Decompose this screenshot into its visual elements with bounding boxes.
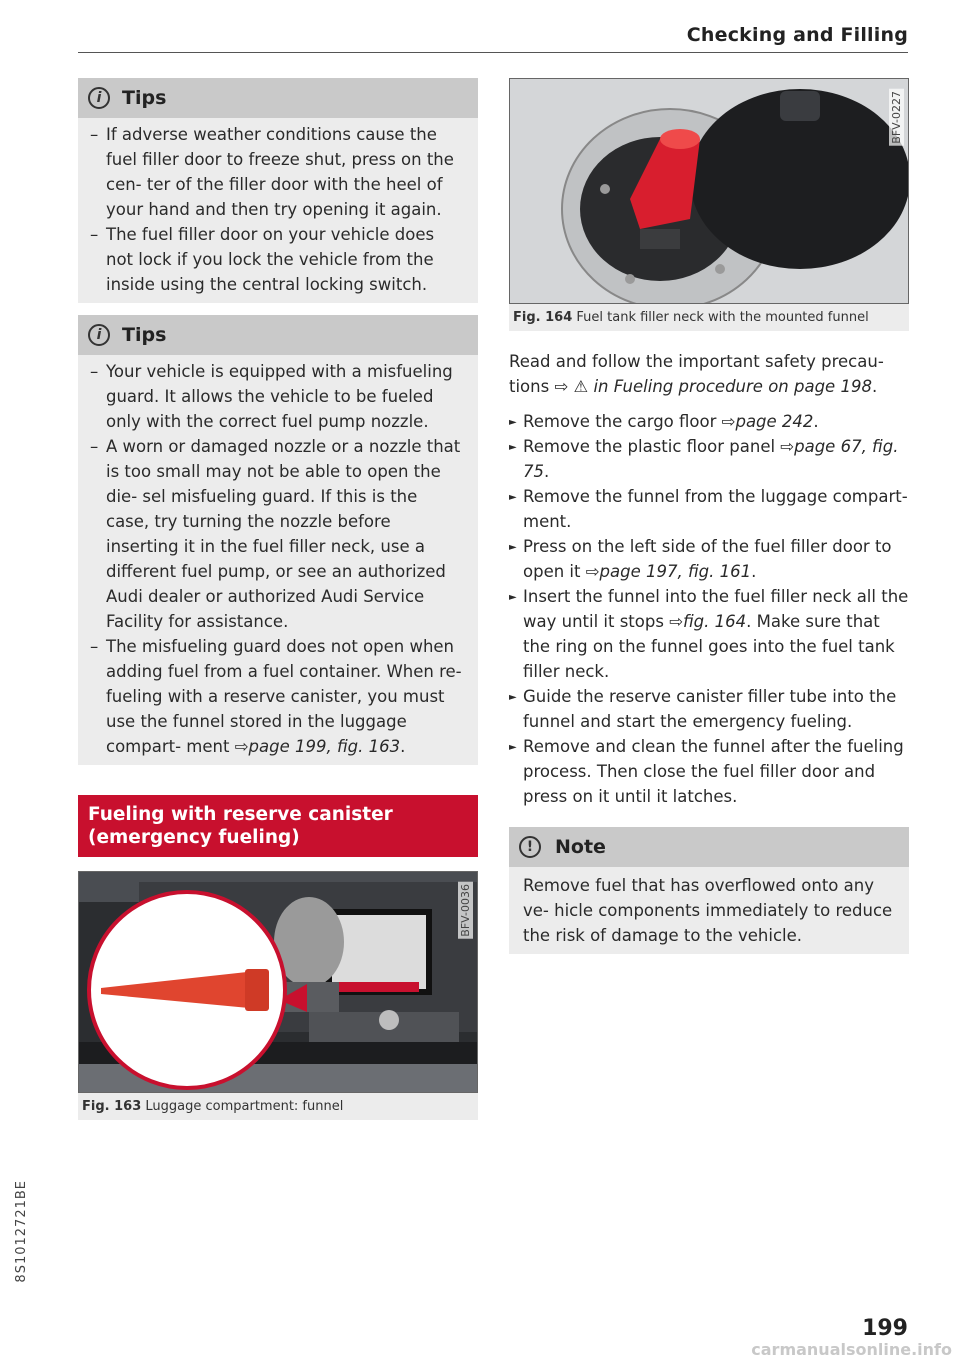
page-number: 199 (862, 1316, 908, 1341)
luggage-compartment-illustration (79, 872, 477, 1092)
figure-164-caption (509, 304, 909, 331)
figure-163-code: BFV-0036 (459, 884, 472, 937)
figure-163-caption-text: Luggage compartment: funnel (145, 1099, 344, 1114)
step-1-ref[interactable]: ⇨page 242 (721, 412, 814, 431)
step-1-end: . (813, 412, 819, 431)
step-5-end: . Make sure that the ring on the funnel goes into the fuel tank filler neck. (523, 612, 895, 681)
warning-ref-link[interactable]: ⇨ ⚠ in Fueling procedure on page 198 (554, 377, 872, 396)
tips1-item-1: – If adverse weather conditions cause the fuel filler door to freeze shut, press on the cen- ter of the filler door with the heel of your hand and then try opening it again. (90, 122, 464, 222)
figure-164-image (509, 78, 909, 304)
tips-label-2: Tips (122, 324, 167, 346)
figure-163-number: Fig. 163 (82, 1099, 142, 1114)
tips2-item-2: – A worn or damaged nozzle or a nozzle that is too small may not be able to open the die- sel misfueling guard. If this is the case, try turning the nozzle before inserting it in the fuel filler neck, use a different fuel pump, or see an authorized Audi dealer or authorized Audi Service Facility for assistance. (90, 434, 464, 634)
tips-body-1 (78, 118, 478, 303)
intro-text: Read and follow the important safety precau- tions (509, 352, 884, 396)
step-1 (509, 409, 909, 434)
left-column (78, 78, 478, 1120)
exclamation-icon: ! (519, 836, 541, 858)
right-column (509, 78, 909, 954)
tips2-item-3-text: The misfueling guard does not open when adding fuel from a fuel container. When re- fueling with a reserve canister, you must use the funnel stored in the luggage compart- ment (106, 637, 462, 756)
figure-164-number: Fig. 164 (513, 310, 573, 325)
page-ref-link[interactable]: ⇨page 199, fig. 163 (234, 737, 401, 756)
steps-list (509, 409, 909, 809)
step-2-end: . (544, 462, 550, 481)
tips1-item-2: – The fuel filler door on your vehicle does not lock if you lock the vehicle from the inside using the central locking switch. (90, 222, 464, 297)
step-4-end: . (751, 562, 757, 581)
step-7 (509, 734, 909, 809)
section-heading: Fueling with reserve canister (emergency fueling) (78, 795, 478, 857)
step-3-text: Remove the funnel from the luggage compart- ment. (523, 487, 908, 531)
step-5 (509, 584, 909, 684)
tips-header-1 (78, 78, 478, 118)
figure-164 (509, 78, 909, 331)
step-4 (509, 534, 909, 584)
fuel-filler-illustration (510, 79, 908, 303)
tips-header-2 (78, 315, 478, 355)
watermark: carmanualsonline.info (751, 1340, 952, 1359)
tips2-item-3 (90, 634, 464, 759)
figure-163 (78, 871, 478, 1120)
tips2-item-3-end: . (400, 737, 406, 756)
step-6-text: Guide the reserve canister filler tube into the funnel and start the emergency fueling. (523, 687, 897, 731)
step-2 (509, 434, 909, 484)
info-icon: i (88, 324, 110, 346)
tips-box-2 (78, 315, 478, 765)
step-2-text: Remove the plastic floor panel (523, 437, 781, 456)
tips2-item-1: – Your vehicle is equipped with a misfueling guard. It allows the vehicle to be fueled only with the correct fuel pump nozzle. (90, 359, 464, 434)
figure-164-caption-text: Fuel tank filler neck with the mounted funnel (576, 310, 869, 325)
step-7-text: Remove and clean the funnel after the fueling process. Then close the fuel filler door and press on it until it latches. (523, 737, 904, 806)
tips-label-1: Tips (122, 87, 167, 109)
intro-end: . (871, 377, 878, 396)
step-4-text: Press on the left side of the fuel filler door to open it (523, 537, 892, 581)
tips-body-2 (78, 355, 478, 765)
intro-paragraph (509, 349, 909, 399)
step-3 (509, 484, 909, 534)
page-header-title: Checking and Filling (686, 24, 908, 46)
note-header (509, 827, 909, 867)
step-1-text: Remove the cargo floor (523, 412, 722, 431)
figure-163-caption (78, 1093, 478, 1120)
step-5-ref[interactable]: ⇨fig. 164 (669, 612, 747, 631)
document-code: 8S1012721BE (14, 1180, 29, 1283)
step-6 (509, 684, 909, 734)
note-label: Note (555, 836, 606, 858)
header-rule (78, 52, 908, 53)
step-2-ref[interactable]: ⇨page 67, fig. 75 (523, 437, 899, 481)
figure-164-code: BFV-0227 (890, 91, 903, 144)
step-5-text: Insert the funnel into the fuel filler neck all the way until it stops (523, 587, 909, 631)
note-box (509, 827, 909, 954)
figure-163-image (78, 871, 478, 1093)
info-icon: i (88, 87, 110, 109)
tips-box-1 (78, 78, 478, 303)
step-4-ref[interactable]: ⇨page 197, fig. 161 (585, 562, 752, 581)
note-body: Remove fuel that has overflowed onto any ve- hicle components immediately to reduce the risk of damage to the vehicle. (523, 876, 893, 945)
